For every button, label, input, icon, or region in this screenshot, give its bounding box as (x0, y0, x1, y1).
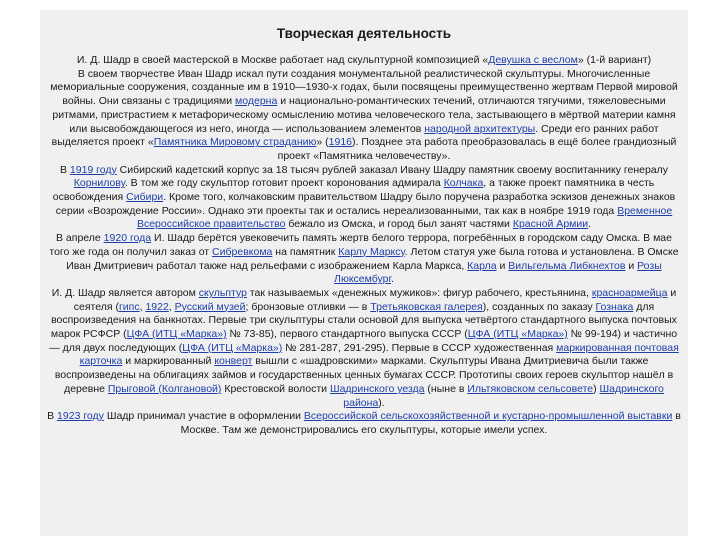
text: И. Д. Шадр является автором (51, 286, 199, 299)
link-karl-marx[interactable]: Карлу Марксу (338, 245, 405, 258)
text: . (588, 218, 592, 231)
text: Шадр принимал участие в оформлении (103, 410, 304, 423)
link-tretyakov-gallery[interactable]: Третьяковская галерея (370, 300, 483, 313)
text: И. Шадр берётся увековечить память жертв белого террора, погребённых в городском саду Омска. В мае того же года он получил заказ от (49, 232, 672, 258)
link-wilhelm-liebknecht[interactable]: Вильгельма Либкнехтов (508, 259, 626, 272)
link-1919-year[interactable]: 1919 году (69, 163, 117, 176)
link-karl[interactable]: Карла (467, 259, 497, 272)
article-body (40, 54, 688, 438)
link-1923-year[interactable]: 1923 году (57, 410, 104, 423)
link-1922[interactable]: 1922 (145, 300, 169, 313)
text: ). (378, 396, 385, 409)
text: . Летом статуя уже была готова и установлена. В Омске Иван Дмитриевич работал также над рельефами с изображением Карла Маркса, (66, 245, 679, 272)
text: и сеятеля ( (73, 286, 677, 313)
text: Крестовской волости (221, 382, 330, 395)
link-siberia[interactable]: Сибири (126, 191, 164, 204)
text: так называемых «денежных мужиков»: фигур рабочего, крестьянина, (246, 286, 592, 299)
paragraph-4 (46, 232, 682, 287)
link-iltyakovo-council[interactable]: Ильтяковском сельсовете (467, 382, 594, 395)
page-title: Творческая деятельность (276, 26, 452, 41)
text: бежало из Омска, и город был занят частями (285, 218, 513, 231)
paragraph-3 (46, 164, 682, 233)
link-modern[interactable]: модерна (235, 95, 278, 108)
slide-panel (40, 10, 688, 536)
text: ). Позднее эта работа преобразовалась в ещё более грандиозный проект «Памятника человечеству». (277, 136, 677, 162)
text: . Кроме того, колчаковским правительством Шадру было поручена разработка эскизов денежных знаков серии «Возрождение России». Однако эти проекты так и остались нереализованными, так как в ноябре 1919 года (55, 191, 676, 217)
paragraph-1 (46, 54, 682, 68)
text: В апреле (56, 232, 104, 245)
text: вышли с «шадровскими» марками. Скульптуры Ивана Дмитриевича были также воспроизведены на облигациях займов и государственных ценных бумагах СССР. Прототипы своих героев скульптор нашёл в деревне (54, 355, 674, 395)
link-shadrinsk-district[interactable]: Шадринского района (343, 382, 664, 409)
text: В (47, 410, 58, 423)
link-shadrinsk-uyezd[interactable]: Шадринского уезда (329, 382, 425, 395)
link-sculptures[interactable]: скульптур (198, 286, 247, 299)
text: В своем творчестве Иван Шадр искал пути создания монументальной реалистической скульптуры. Многочисленные мемориальные сооружения, созданные им в 1910—1930-х годах, были посвящены преимущественно жертвам Первой мировой войны. Они связаны с традициями (50, 67, 678, 108)
link-russian-museum[interactable]: Русский музей (174, 300, 246, 313)
link-world-suffering-monument[interactable]: Памятника Мировому страданию (153, 136, 317, 149)
text: для воспроизведения на банкнотах. Первые три скульптуры стали основой для выпуска четвёртого стандартного выпуска почтовых марок РСФСР ( (50, 300, 677, 341)
text: , (139, 300, 146, 313)
text: и (625, 259, 638, 272)
paragraph-6 (46, 410, 682, 437)
link-goznak[interactable]: Гознака (595, 300, 634, 313)
text: . (391, 273, 394, 286)
text: » (1-й вариант) (577, 54, 652, 66)
text: , а также проект памятника в честь освобождения (52, 177, 655, 204)
text: в Москве. Там же демонстрировались его скульптуры, которые имели успех. (180, 410, 681, 436)
text: № 73-85), первого стандартного выпуска СССР ( (226, 328, 468, 341)
text: И. Д. Шадр в своей мастерской в Москве работает над скульптурной композицией « (76, 54, 489, 66)
paragraph-2 (46, 68, 682, 164)
link-1916[interactable]: 1916 (328, 136, 352, 149)
link-1920-year[interactable]: 1920 года (103, 232, 152, 245)
link-provisional-government[interactable]: Временное Всероссийское правительство (136, 204, 673, 231)
text: ) (593, 382, 600, 395)
link-kornilov[interactable]: Корнилову (73, 177, 125, 190)
link-folk-architecture[interactable]: народной архитектуры (424, 122, 536, 135)
link-plaster[interactable]: гипс (118, 300, 140, 313)
text: и национально-романтических течений, отличаются тягучими, тяжеловесными ритмами, пристрастием к метафорическому осмыслению мотива человеческого тела, застывающего в мёртвой материи камня или высвобождающегося из него, иногда — использованием элементов (52, 95, 676, 135)
text: . Среди его ранних работ выделяется проект « (51, 122, 659, 149)
link-agricultural-exhibition[interactable]: Всероссийской сельскохозяйственной и кустарно-промышленной выставки (303, 410, 673, 423)
text: № 99-194) и частично — для двух последующих ( (49, 328, 678, 354)
text: В (59, 163, 70, 176)
link-sibrevkom[interactable]: Сибревкома (212, 245, 273, 258)
text: . В том же году скульптор готовит проект коронования адмирала (124, 177, 444, 190)
link-girl-with-oar[interactable]: Девушка с веслом (488, 54, 578, 66)
link-rosa-luxemburg[interactable]: Розы Люксембург (334, 259, 662, 286)
link-cfa-itc-2[interactable]: ЦФА (ИТЦ «Марка») (467, 328, 568, 341)
link-kolchak[interactable]: Колчака (443, 177, 484, 190)
link-envelope[interactable]: конверт (214, 355, 253, 368)
text: и (496, 259, 509, 272)
text: и маркированный (122, 355, 215, 368)
text: ), созданных по заказу (482, 300, 596, 313)
text: Сибирский кадетский корпус за 18 тысяч рублей заказал Ивану Шадру памятник своему воспитаннику генералу (116, 163, 669, 176)
paragraph-5 (46, 287, 682, 410)
link-red-army[interactable]: Красной Армии (512, 218, 589, 231)
text: на памятник (272, 245, 339, 258)
text: № 281-287, 291-295). Первые в СССР художественная (282, 341, 557, 354)
text: » ( (316, 136, 329, 149)
link-cfa-itc-1[interactable]: ЦФА (ИТЦ «Марка») (126, 328, 227, 341)
link-stamped-postcard[interactable]: маркированная почтовая карточка (79, 341, 679, 368)
text: (ныне в (424, 382, 468, 395)
link-prygova-village[interactable]: Прыговой (Колгановой) (107, 382, 222, 395)
text: ; бронзовые отливки — в (245, 300, 371, 313)
text: , (168, 300, 175, 313)
link-cfa-itc-3[interactable]: ЦФА (ИТЦ «Марка») (182, 341, 283, 354)
link-red-army-soldier[interactable]: красноармейца (591, 286, 668, 299)
